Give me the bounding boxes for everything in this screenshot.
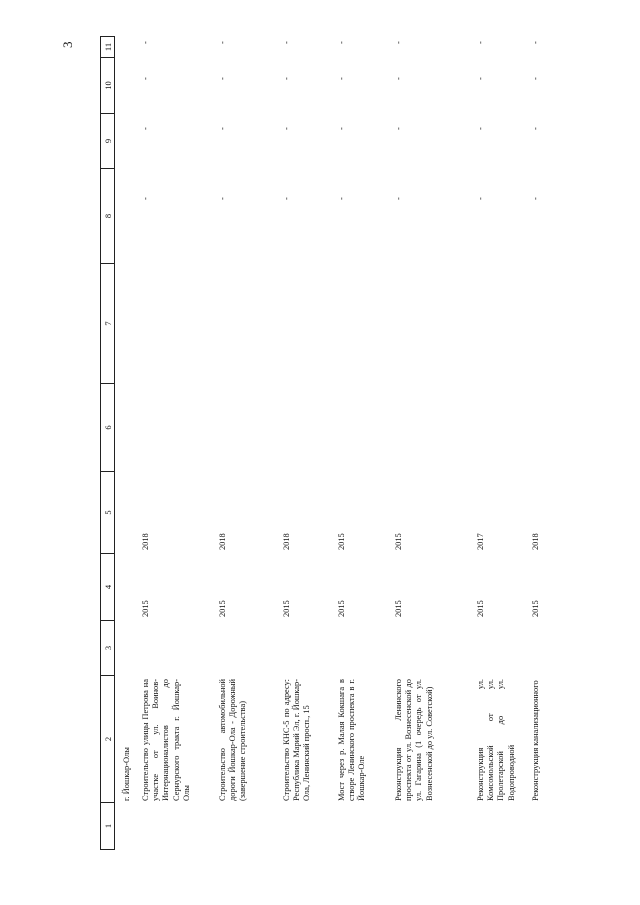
column-header: 7 [101, 264, 115, 384]
value-col8: - [531, 197, 540, 200]
row-name: Строительство улицы Петрова на участке от ул. Воинов-Интернационалистов до Сернурского тракта г. Йошкар-Олы [141, 679, 191, 801]
value-col11: - [282, 41, 291, 44]
end-year: 2015 [337, 533, 346, 550]
row-name: Реконструкция ул. Комсомольской от ул. Пролетарской до ул. Водопроводной [476, 679, 516, 801]
start-year: 2015 [141, 600, 150, 617]
value-col9: - [282, 127, 291, 130]
column-header: 5 [101, 472, 115, 554]
column-header: 3 [101, 621, 115, 676]
column-header: 1 [101, 803, 115, 850]
end-year: 2018 [282, 533, 291, 550]
value-col10: - [282, 77, 291, 80]
value-col9: - [141, 127, 150, 130]
value-col9: - [337, 127, 346, 130]
row-name: Реконструкция Ленинского проспекта от ул. Вознесенской до ул. Гагарина (1 очередь от ул. Вознесенской до ул. Советской) [394, 679, 434, 801]
value-col8: - [141, 197, 150, 200]
value-col10: - [531, 77, 540, 80]
row-name: Мост через р. Малая Кокшага в створе Ленинского проспекта в г. Йошкар-Оле [337, 679, 367, 801]
data-table [100, 36, 546, 850]
column-header: 10 [101, 58, 115, 114]
value-col8: - [394, 197, 403, 200]
end-year: 2015 [394, 533, 403, 550]
row-name: Строительство автомобильной дороги Йошкар-Ола - Дорожный (завершение строительства) [218, 679, 248, 801]
value-col11: - [531, 41, 540, 44]
value-col10: - [337, 77, 346, 80]
value-col8: - [282, 197, 291, 200]
column-header: 8 [101, 169, 115, 264]
start-year: 2015 [476, 600, 485, 617]
end-year: 2017 [476, 533, 485, 550]
column-header: 6 [101, 384, 115, 472]
value-col10: - [141, 77, 150, 80]
value-col11: - [141, 41, 150, 44]
region-label: г. Йошкар-Олы [122, 747, 131, 801]
value-col9: - [531, 127, 540, 130]
value-col10: - [394, 77, 403, 80]
value-col11: - [218, 41, 227, 44]
start-year: 2015 [531, 600, 540, 617]
value-col9: - [476, 127, 485, 130]
value-col9: - [218, 127, 227, 130]
value-col11: - [337, 41, 346, 44]
end-year: 2018 [141, 533, 150, 550]
value-col11: - [476, 41, 485, 44]
column-header: 4 [101, 554, 115, 621]
start-year: 2015 [394, 600, 403, 617]
end-year: 2018 [531, 533, 540, 550]
row-name: Строительство КНС-5 по адресу: Республика Марий Эл, г. Йошкар-Ола, Ленинский просп., 15 [282, 679, 312, 801]
end-year: 2018 [218, 533, 227, 550]
value-col8: - [218, 197, 227, 200]
page-number: 3 [60, 41, 75, 48]
start-year: 2015 [337, 600, 346, 617]
start-year: 2015 [218, 600, 227, 617]
start-year: 2015 [282, 600, 291, 617]
value-col8: - [337, 197, 346, 200]
column-header: 2 [101, 676, 115, 803]
value-col9: - [394, 127, 403, 130]
column-header: 9 [101, 114, 115, 169]
value-col8: - [476, 197, 485, 200]
value-col10: - [218, 77, 227, 80]
column-header: 11 [101, 36, 115, 58]
value-col11: - [394, 41, 403, 44]
row-name: Реконструкция канализационного [531, 680, 540, 801]
value-col10: - [476, 77, 485, 80]
